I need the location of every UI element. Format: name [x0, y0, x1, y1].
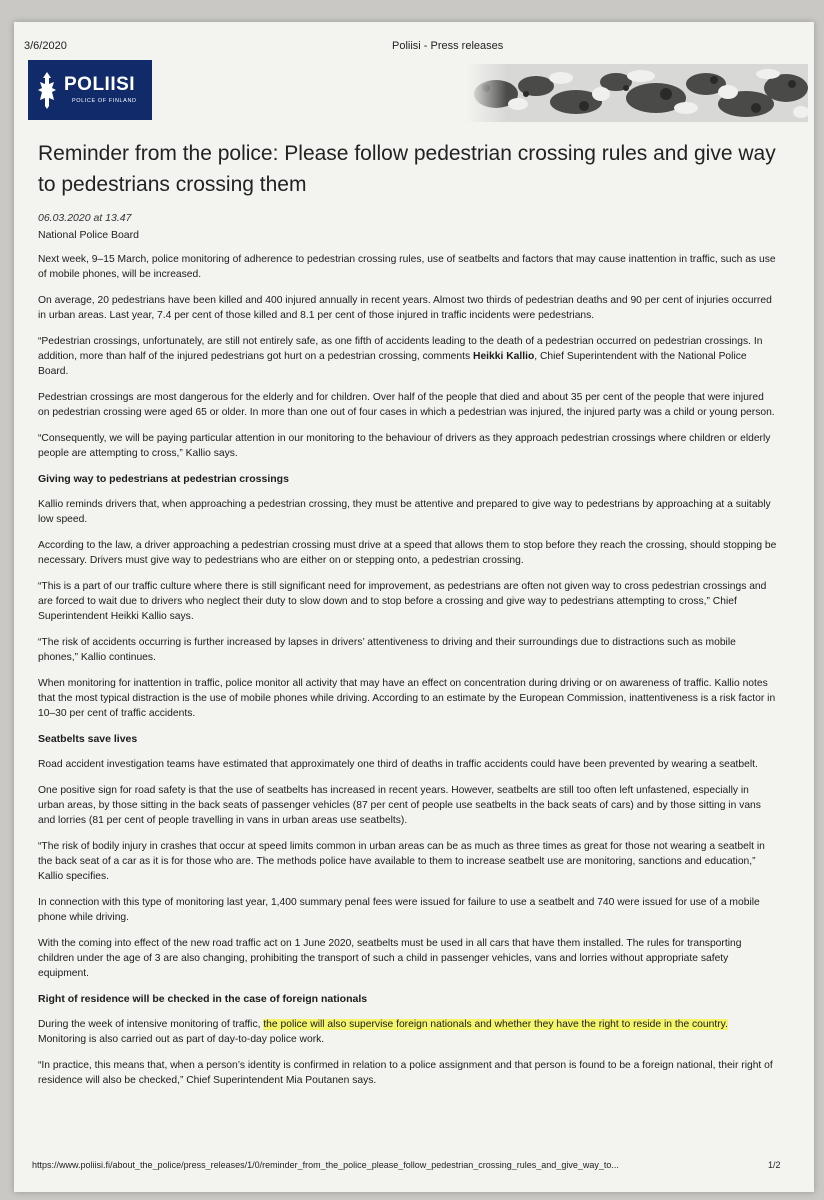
print-site-title: Poliisi - Press releases [392, 40, 504, 52]
section-heading-seatbelts: Seatbelts save lives [38, 733, 138, 745]
paragraph-8: “This is a part of our traffic culture where there is still significant need for improvement, as pedestrians are often not given way to cross pedestrian crossings and are forced to wait due to drivers who neglect their duty to slow down and to stop before a crossing and give way to pedestrians attempting to cross,” Chief Superintendent Heikki Kallio says. [38, 581, 767, 622]
paragraph-11: Road accident investigation teams have estimated that approximately one third of deaths in traffic accidents could have been prevented by wearing a seatbelt. [38, 759, 758, 770]
logo-wordmark: POLIISI [64, 74, 136, 95]
article-date: 06.03.2020 at 13.47 [38, 212, 132, 224]
paragraph-3 [38, 334, 778, 379]
paragraph-17: “In practice, this means that, when a person’s identity is confirmed in relation to a police assignment and that person is found to be a foreign national, their right of residence will also be checked,” Chief Superintendent Mia Poutanen says. [38, 1060, 773, 1086]
paragraph-14: In connection with this type of monitoring last year, 1,400 summary penal fees were issued for failure to use a seatbelt and 740 were issued for use of a mobile phone while driving. [38, 897, 760, 923]
quoted-person-name: Heikki Kallio [473, 351, 535, 362]
header-banner-image [466, 64, 808, 122]
paragraph-13: “The risk of bodily injury in crashes that occur at speed limits common in urban areas can be as much as three times as great for those not wearing a seatbelt in the back seat of a car as it is for those who are. The methods police have available to them to increase seatbelt use are monitoring, sanctions and education,” Kallio specifies. [38, 841, 765, 882]
section-heading-residence: Right of residence will be checked in the case of foreign nationals [38, 993, 368, 1005]
paragraph-16-end: Monitoring is also carried out as part of day-to-day police work. [38, 1034, 325, 1045]
highlighted-text: the police will also supervise foreign nationals and whether they have the right to reside in the country. [263, 1019, 728, 1030]
paragraph-7: According to the law, a driver approaching a pedestrian crossing must drive at a speed that allows them to stop before they reach the crossing, should stopping be necessary. Drivers must give way to pedestrians who are either on or stepping onto, a pedestrian crossing. [38, 540, 777, 566]
article-organisation: National Police Board [38, 229, 139, 241]
paragraph-15: With the coming into effect of the new road traffic act on 1 June 2020, seatbelts must be used in all cars that have them installed. The rules for transporting children under the age of 3 are also changing, prohibiting the transport of such a child in passenger vehicles, vans and lorries without appropriate safety equipment. [38, 938, 742, 979]
paragraph-16-start: During the week of intensive monitoring of traffic, [38, 1019, 264, 1030]
paragraph-9: “The risk of accidents occurring is further increased by lapses in drivers’ attentiveness to driving and their surroundings due to distractions such as mobile phones,” Kallio continues. [38, 637, 736, 663]
article-title: Reminder from the police: Please follow pedestrian crossing rules and give way to pedestrians crossing them [38, 142, 776, 196]
paragraph-3-end: , Chief Superintendent with the National Police Board. [38, 351, 747, 377]
logo-subtitle: POLICE OF FINLAND [72, 98, 137, 104]
footer-url: https://www.poliisi.fi/about_the_police/press_releases/1/0/reminder_from_the_police_please_follow_pedestrian_crossing_rules_and_give_way_to... [32, 1160, 619, 1170]
paragraph-2: On average, 20 pedestrians have been killed and 400 injured annually in recent years. Almost two thirds of pedestrian deaths and 90 per cent of injuries occurred in urban areas. Last year, 7.4 per cent of those killed and 8.1 per cent of those injured in traffic incidents were pedestrians. [38, 295, 772, 321]
print-date: 3/6/2020 [24, 40, 67, 52]
section-heading-giving-way: Giving way to pedestrians at pedestrian crossings [38, 473, 289, 485]
paragraph-10: When monitoring for inattention in traffic, police monitor all activity that may have an effect on concentration during driving or on awareness of traffic. Kallio notes that the most typical distraction is the use of mobile phones while driving. According to an estimate by the European Commission, inattentiveness is a risk factor in 10–30 per cent of traffic accidents. [38, 678, 776, 719]
paragraph-1: Next week, 9–15 March, police monitoring of adherence to pedestrian crossing rules, use of seatbelts and factors that may cause inattention in traffic, such as use of mobile phones, will be increased. [38, 254, 776, 280]
paragraph-16 [38, 1017, 778, 1047]
paragraph-3-start: “Pedestrian crossings, unfortunately, are still not entirely safe, as one fifth of accidents leading to the death of a pedestrian occurred on pedestrian crossings. In addition, more than half of the injured pedestrians got hurt on a pedestrian crossing, comments [38, 336, 763, 362]
poliisi-logo [28, 60, 152, 120]
paragraph-4: Pedestrian crossings are most dangerous for the elderly and for children. Over half of the people that died and about 35 per cent of the people that were injured on pedestrian crossing were aged 65 or older. In more than one out of four cases in which a pedestrian was injured, the injured party was a child or young person. [38, 392, 775, 418]
paragraph-5: “Consequently, we will be paying particular attention in our monitoring to the behaviour of drivers as they approach pedestrian crossings where children or elderly people are attempting to cross,” Kallio says. [38, 433, 771, 459]
paragraph-6: Kallio reminds drivers that, when approaching a pedestrian crossing, they must be attentive and prepared to give way to pedestrians by approaching at a suitably low speed. [38, 499, 771, 525]
paragraph-12: One positive sign for road safety is that the use of seatbelts has increased in recent years. However, seatbelts are still too often left unfastened, especially in urban areas, by those sitting in the back seats of passenger vehicles (87 per cent of people use seatbelts in the back seats of cars) and by those sitting in vans and lorries (81 per cent of people travelling in vans in urban areas use seatbelts). [38, 785, 761, 826]
article-body [38, 252, 778, 1099]
page-number: 1/2 [768, 1160, 781, 1170]
police-crest-icon [34, 70, 60, 110]
